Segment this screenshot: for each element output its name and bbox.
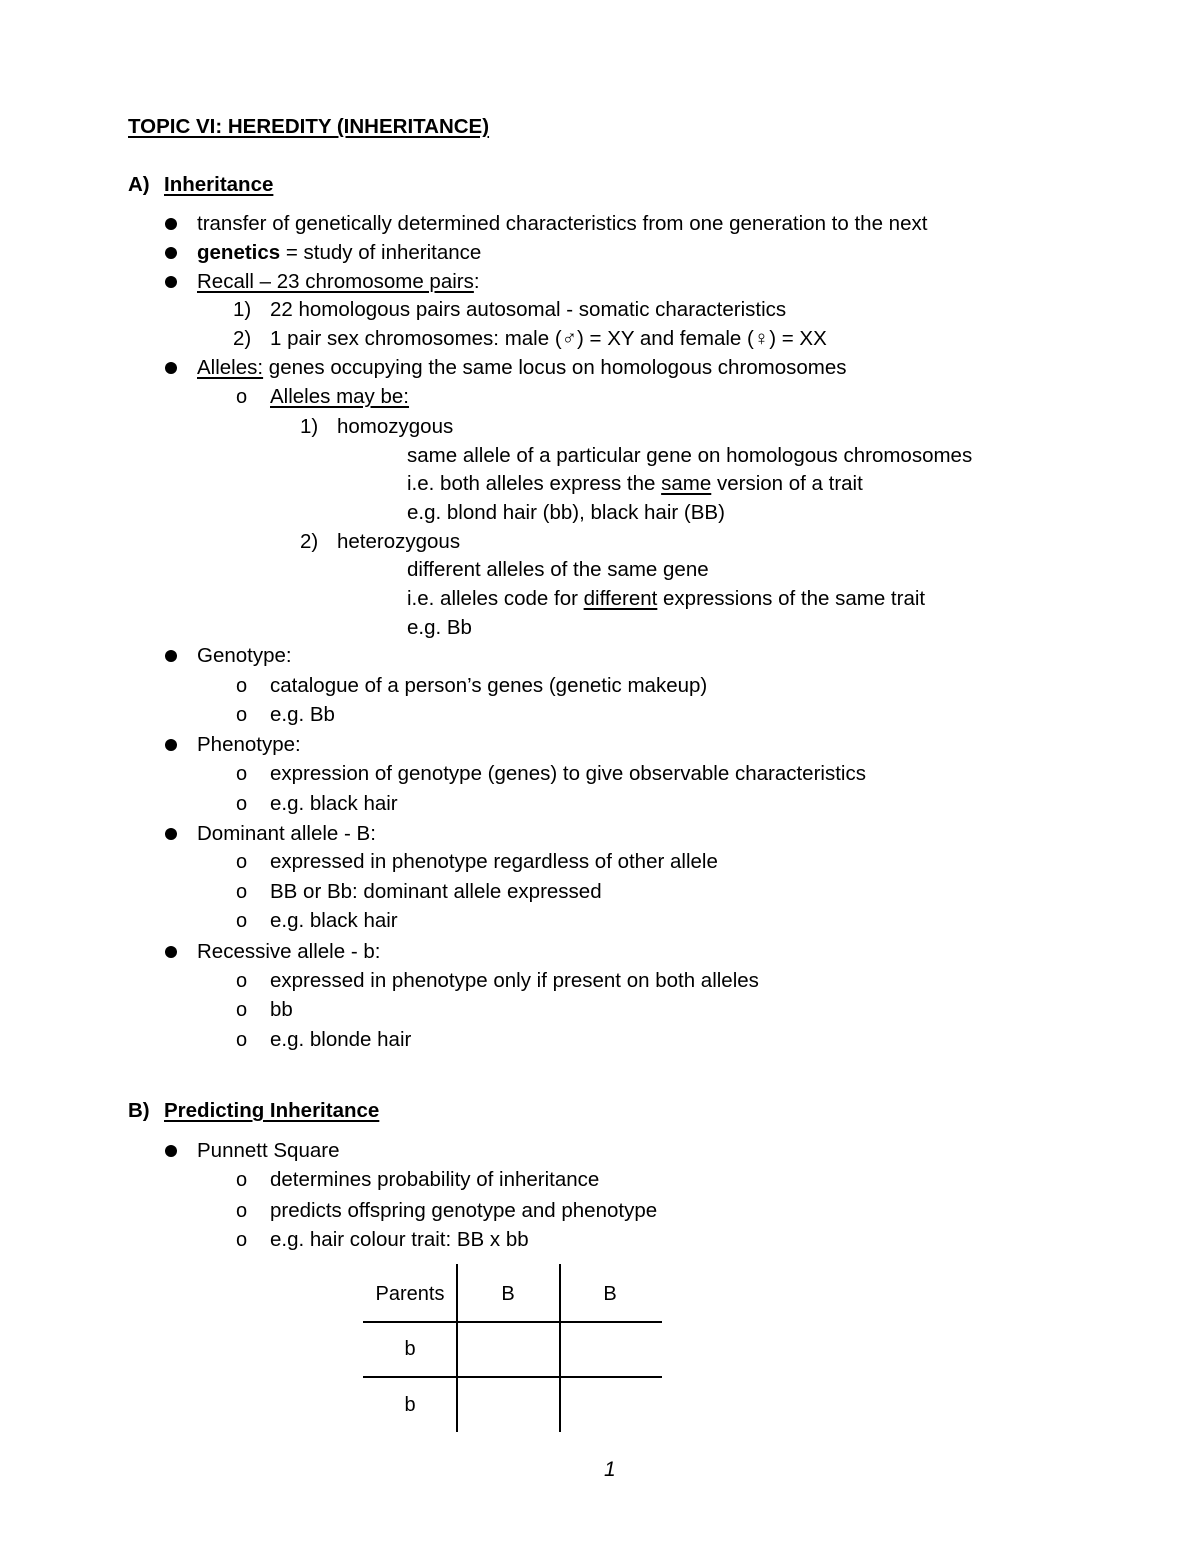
punnett-point-3: e.g. hair colour trait: BB x bb	[270, 1228, 529, 1251]
recessive-point-2: bb	[270, 998, 293, 1021]
circle-bullet-icon: o	[236, 1169, 248, 1191]
item-number: 2)	[233, 327, 252, 350]
homozygous-point-2	[407, 472, 863, 496]
circle-bullet-icon: o	[236, 910, 248, 932]
bullet-dot	[165, 739, 177, 751]
page-title: TOPIC VI: HEREDITY (INHERITANCE)	[128, 115, 490, 138]
text-part: version of a trait	[711, 472, 863, 495]
homozygous-point-3: e.g. blond hair (bb), black hair (BB)	[407, 501, 725, 524]
bullet-recessive: Recessive allele - b:	[197, 940, 381, 963]
item-number: 1)	[233, 298, 252, 321]
heterozygous-point-1: different alleles of the same gene	[407, 558, 709, 581]
underlined-word: different	[583, 587, 658, 610]
circle-bullet-icon: o	[236, 881, 248, 903]
phenotype-point-1: expression of genotype (genes) to give observable characteristics	[270, 762, 866, 785]
homozygous-point-1: same allele of a particular gene on homologous chromosomes	[407, 444, 973, 467]
bullet-dot	[165, 1145, 177, 1157]
circle-bullet-icon: o	[236, 386, 248, 408]
item-autosomal: 22 homologous pairs autosomal - somatic characteristics	[270, 298, 787, 321]
page-number: 1	[604, 1458, 616, 1481]
section-b-heading: Predicting Inheritance	[164, 1099, 380, 1122]
alleles-definition: genes occupying the same locus on homologous chromosomes	[263, 356, 847, 379]
section-a-heading: Inheritance	[164, 173, 274, 196]
heterozygous-label: heterozygous	[337, 530, 461, 553]
circle-bullet-icon: o	[236, 1229, 248, 1251]
punnett-point-2: predicts offspring genotype and phenotype	[270, 1199, 658, 1222]
circle-bullet-icon: o	[236, 970, 248, 992]
circle-bullet-icon: o	[236, 851, 248, 873]
bullet-dot	[165, 650, 177, 662]
bullet-punnett: Punnett Square	[197, 1139, 340, 1162]
table-line	[456, 1264, 458, 1432]
bullet-dot	[165, 276, 177, 288]
underlined-word: same	[661, 472, 712, 495]
genotype-point-2: e.g. Bb	[270, 703, 335, 726]
bullet-dot	[165, 362, 177, 374]
table-corner: Parents	[375, 1283, 445, 1305]
phenotype-point-2: e.g. black hair	[270, 792, 398, 815]
text-part: i.e. alleles code for	[407, 587, 584, 610]
bullet-transfer: transfer of genetically determined characteristics from one generation to the next	[197, 212, 928, 235]
bullet-genetics	[197, 241, 481, 265]
section-b-letter: B)	[128, 1099, 150, 1122]
bullet-recall	[197, 270, 480, 294]
bullet-alleles	[197, 356, 847, 380]
genetics-term: genetics	[197, 241, 281, 264]
dominant-point-2: BB or Bb: dominant allele expressed	[270, 880, 602, 903]
table-row-header: b	[404, 1338, 416, 1360]
table-line	[363, 1376, 662, 1378]
circle-bullet-icon: o	[236, 675, 248, 697]
alleles-term: Alleles:	[197, 356, 264, 379]
item-number: 1)	[300, 415, 319, 438]
recessive-point-3: e.g. blonde hair	[270, 1028, 412, 1051]
bullet-dominant: Dominant allele - B:	[197, 822, 376, 845]
heterozygous-point-2	[407, 587, 925, 611]
bullet-dot	[165, 218, 177, 230]
bullet-genotype: Genotype:	[197, 644, 292, 667]
genetics-definition: = study of inheritance	[280, 241, 482, 264]
item-sex-chromosomes: 1 pair sex chromosomes: male (♂) = XY and female (♀) = XX	[270, 327, 827, 350]
table-col-header: B	[501, 1283, 515, 1305]
section-a-letter: A)	[128, 173, 150, 196]
genotype-point-1: catalogue of a person’s genes (genetic makeup)	[270, 674, 708, 697]
recessive-point-1: expressed in phenotype only if present on both alleles	[270, 969, 759, 992]
homozygous-label: homozygous	[337, 415, 454, 438]
table-line	[363, 1321, 662, 1323]
dominant-point-3: e.g. black hair	[270, 909, 398, 932]
circle-bullet-icon: o	[236, 1029, 248, 1051]
bullet-dot	[165, 828, 177, 840]
item-number: 2)	[300, 530, 319, 553]
circle-bullet-icon: o	[236, 999, 248, 1021]
table-row-header: b	[404, 1394, 416, 1416]
circle-bullet-icon: o	[236, 1200, 248, 1222]
recall-text: Recall – 23 chromosome pairs	[197, 270, 474, 293]
circle-bullet-icon: o	[236, 704, 248, 726]
bullet-dot	[165, 247, 177, 259]
bullet-dot	[165, 946, 177, 958]
text-part: expressions of the same trait	[657, 587, 926, 610]
heterozygous-point-3: e.g. Bb	[407, 616, 472, 639]
circle-bullet-icon: o	[236, 763, 248, 785]
circle-bullet-icon: o	[236, 793, 248, 815]
bullet-phenotype: Phenotype:	[197, 733, 301, 756]
table-col-header: B	[603, 1283, 617, 1305]
dominant-point-1: expressed in phenotype regardless of other allele	[270, 850, 718, 873]
table-line	[559, 1264, 561, 1432]
text-part: i.e. both alleles express the	[407, 472, 662, 495]
alleles-may-be: Alleles may be:	[270, 385, 410, 408]
punnett-point-1: determines probability of inheritance	[270, 1168, 600, 1191]
recall-colon: :	[473, 270, 480, 293]
